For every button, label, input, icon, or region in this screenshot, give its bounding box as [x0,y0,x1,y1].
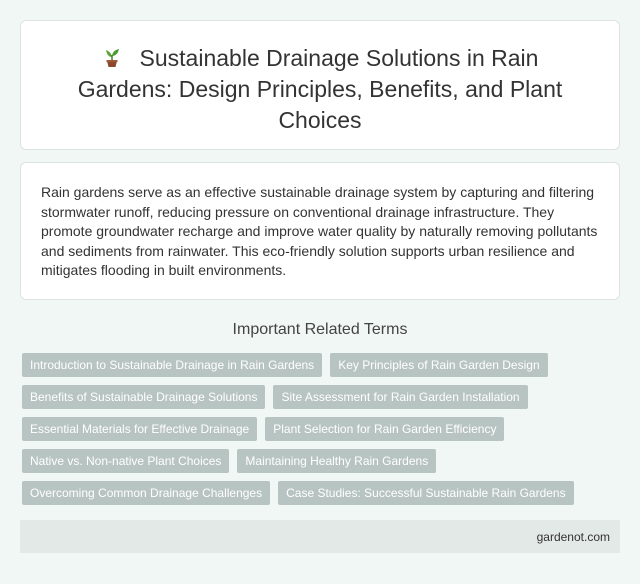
related-term-tag[interactable]: Introduction to Sustainable Drainage in Rain Gardens [22,353,322,377]
page-title [61,43,579,136]
related-term-tag[interactable]: Site Assessment for Rain Garden Installation [273,385,527,409]
footer [20,520,620,553]
related-term-tag[interactable]: Native vs. Non-native Plant Choices [22,449,229,473]
title-card [20,20,620,150]
sprout-icon [102,46,122,68]
related-term-tag[interactable]: Plant Selection for Rain Garden Efficiency [265,417,504,441]
related-terms-heading: Important Related Terms [232,321,408,338]
site-link[interactable]: gardenot.com [536,530,610,544]
related-terms-list [22,353,622,505]
summary-card [20,162,620,300]
page-title-text: Sustainable Drainage Solutions in Rain Gardens: Design Principles, Benefits, and Plant Choices [77,45,563,133]
related-term-tag[interactable]: Essential Materials for Effective Drainage [22,417,257,441]
related-term-tag[interactable]: Maintaining Healthy Rain Gardens [237,449,436,473]
summary-text: Rain gardens serve as an effective sustainable drainage system by capturing and filtering stormwater runoff, reducing pressure on conventional drainage infrastructure. They promote groundwater recharge and improve water quality by naturally removing pollutants and sediments from rainwater. This eco-friendly solution supports urban resilience and mitigates flooding in built environments. [41,184,598,278]
related-term-tag[interactable]: Benefits of Sustainable Drainage Solutions [22,385,265,409]
related-term-tag[interactable]: Overcoming Common Drainage Challenges [22,481,270,505]
related-term-tag[interactable]: Case Studies: Successful Sustainable Rain Gardens [278,481,574,505]
related-term-tag[interactable]: Key Principles of Rain Garden Design [330,353,547,377]
